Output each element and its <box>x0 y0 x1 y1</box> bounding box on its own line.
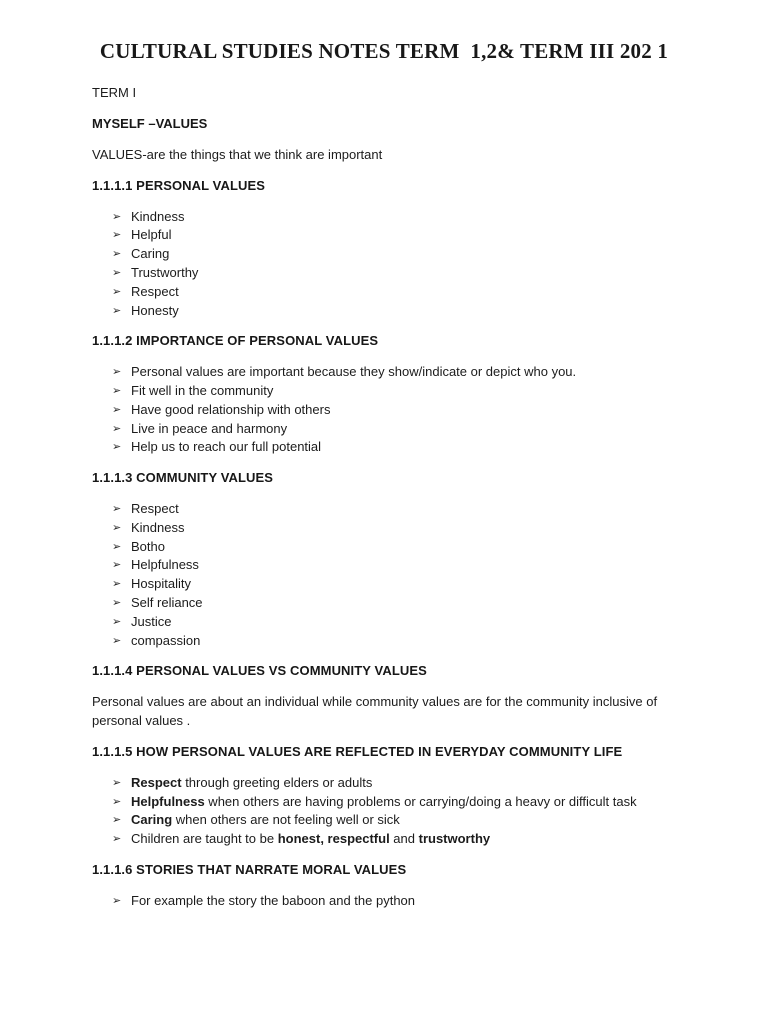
section-heading: 1.1.1.4 PERSONAL VALUES VS COMMUNITY VALUES <box>92 663 427 679</box>
list-item <box>112 245 676 264</box>
arrow-bullet-icon: ➢ <box>112 304 122 317</box>
list-item-text: Fit well in the community <box>131 383 274 399</box>
list-item-text: Children are taught to be honest, respectful and trustworthy <box>131 831 491 847</box>
list-item <box>112 500 676 519</box>
section-heading: 1.1.1.1 PERSONAL VALUES <box>92 177 266 193</box>
section-heading: 1.1.1.6 STORIES THAT NARRATE MORAL VALUES <box>92 862 407 878</box>
list-item <box>112 226 676 245</box>
list-item-text: Live in peace and harmony <box>131 420 288 436</box>
list-item-text: Honesty <box>131 302 179 318</box>
list-item-text: Justice <box>131 613 172 629</box>
list-item-text: Trustworthy <box>131 265 199 281</box>
arrow-bullet-icon: ➢ <box>112 422 122 435</box>
arrow-bullet-icon: ➢ <box>112 285 122 298</box>
list-item <box>112 830 676 849</box>
list-item-text: For example the story the baboon and the python <box>131 892 416 908</box>
list-item <box>112 382 676 401</box>
bullet-list <box>92 500 676 650</box>
list-item-text: Respect <box>131 501 179 517</box>
list-item-text: Kindness <box>131 208 185 224</box>
list-item-text: Help us to reach our full potential <box>131 439 322 455</box>
section-personal-vs-community <box>92 662 676 731</box>
list-item <box>112 613 676 632</box>
section-importance-of-personal-values <box>92 332 676 457</box>
arrow-bullet-icon: ➢ <box>112 229 122 242</box>
bullet-list <box>92 363 676 457</box>
arrow-bullet-icon: ➢ <box>112 248 122 261</box>
term-label: TERM I <box>92 85 137 101</box>
arrow-bullet-icon: ➢ <box>112 521 122 534</box>
list-item-text: compassion <box>131 632 201 648</box>
arrow-bullet-icon: ➢ <box>112 776 122 789</box>
document-body <box>92 84 676 910</box>
arrow-bullet-icon: ➢ <box>112 615 122 628</box>
list-item-text: Have good relationship with others <box>131 401 331 417</box>
arrow-bullet-icon: ➢ <box>112 385 122 398</box>
arrow-bullet-icon: ➢ <box>112 540 122 553</box>
arrow-bullet-icon: ➢ <box>112 503 122 516</box>
arrow-bullet-icon: ➢ <box>112 403 122 416</box>
list-item-text: Respect through greeting elders or adults <box>131 774 373 790</box>
section-community-values <box>92 469 676 650</box>
section-values-in-everyday-life <box>92 743 676 849</box>
arrow-bullet-icon: ➢ <box>112 267 122 280</box>
arrow-bullet-icon: ➢ <box>112 441 122 454</box>
list-item <box>112 438 676 457</box>
arrow-bullet-icon: ➢ <box>112 894 122 907</box>
section-heading: 1.1.1.2 IMPORTANCE OF PERSONAL VALUES <box>92 333 379 349</box>
list-item <box>112 208 676 227</box>
section-heading: 1.1.1.5 HOW PERSONAL VALUES ARE REFLECTED IN EVERYDAY COMMUNITY LIFE <box>92 743 623 759</box>
arrow-bullet-icon: ➢ <box>112 559 122 572</box>
list-item <box>112 401 676 420</box>
bullet-list <box>92 892 676 911</box>
list-item-text: Kindness <box>131 519 185 535</box>
list-item <box>112 538 676 557</box>
section-moral-stories <box>92 861 676 911</box>
list-item-text: Hospitality <box>131 576 191 592</box>
list-item <box>112 774 676 793</box>
arrow-bullet-icon: ➢ <box>112 833 122 846</box>
list-item-text: Self reliance <box>131 595 203 611</box>
arrow-bullet-icon: ➢ <box>112 814 122 827</box>
list-item-text: Helpfulness when others are having problems or carrying/doing a heavy or difficult task <box>131 793 637 809</box>
bullet-list <box>92 208 676 321</box>
list-item <box>112 283 676 302</box>
list-item <box>112 811 676 830</box>
arrow-bullet-icon: ➢ <box>112 578 122 591</box>
list-item <box>112 793 676 812</box>
list-item <box>112 302 676 321</box>
arrow-bullet-icon: ➢ <box>112 366 122 379</box>
list-item-text: Caring <box>131 246 170 262</box>
topic-heading: MYSELF –VALUES <box>92 116 208 132</box>
section-paragraph: Personal values are about an individual while community values are for the community inclusive of personal values . <box>92 694 658 729</box>
list-item <box>112 892 676 911</box>
values-definition: VALUES-are the things that we think are important <box>92 146 383 162</box>
list-item <box>112 420 676 439</box>
arrow-bullet-icon: ➢ <box>112 597 122 610</box>
list-item-text: Helpfulness <box>131 557 199 573</box>
list-item <box>112 363 676 382</box>
list-item-text: Helpful <box>131 227 172 243</box>
list-item-text: Respect <box>131 283 179 299</box>
bullet-list <box>92 774 676 849</box>
list-item <box>112 594 676 613</box>
list-item <box>112 519 676 538</box>
list-item-text: Personal values are important because they show/indicate or depict who you. <box>131 364 577 380</box>
list-item <box>112 556 676 575</box>
list-item <box>112 264 676 283</box>
list-item-text: Caring when others are not feeling well or sick <box>131 812 400 828</box>
section-personal-values <box>92 177 676 321</box>
list-item-text: Botho <box>131 538 165 554</box>
section-heading: 1.1.1.3 COMMUNITY VALUES <box>92 470 274 486</box>
arrow-bullet-icon: ➢ <box>112 634 122 647</box>
arrow-bullet-icon: ➢ <box>112 795 122 808</box>
arrow-bullet-icon: ➢ <box>112 210 122 223</box>
document-title: CULTURAL STUDIES NOTES TERM 1,2& TERM III 202 1 <box>99 39 669 63</box>
list-item <box>112 575 676 594</box>
list-item <box>112 632 676 651</box>
